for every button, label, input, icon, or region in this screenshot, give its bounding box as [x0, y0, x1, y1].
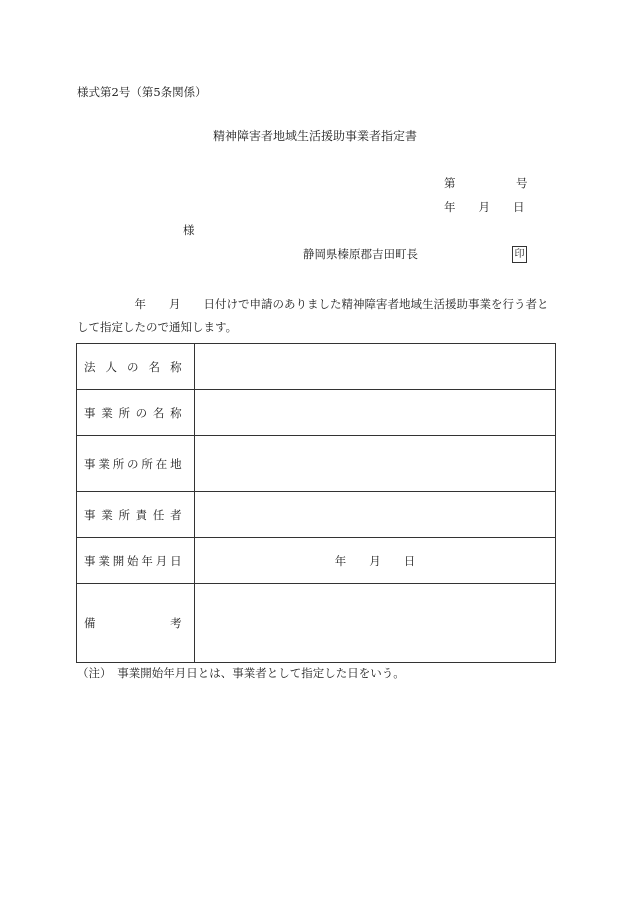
- row-label-start-date: [77, 538, 195, 584]
- row-label-office-name: [77, 390, 195, 436]
- label-char: 業: [98, 553, 111, 568]
- issuer-name: 静岡県榛原郡吉田町長: [303, 247, 418, 261]
- label-char: 所: [118, 507, 131, 522]
- label-char: 事: [84, 405, 96, 420]
- footnote: （注） 事業開始年月日とは、事業者として指定した日をいう。: [77, 666, 405, 680]
- row-label-remarks: [77, 584, 195, 663]
- remarks-value: [195, 584, 556, 663]
- label-char: 備: [84, 616, 96, 630]
- label-char: 所: [118, 405, 131, 420]
- label-char: 事: [84, 553, 96, 568]
- label-char: 名: [148, 359, 161, 374]
- label-char: 称: [170, 405, 182, 420]
- label-char: 開: [112, 553, 125, 568]
- label-char: 名: [152, 405, 165, 420]
- table-row: [77, 344, 556, 390]
- label-char: 所: [112, 456, 125, 471]
- label-char: 任: [152, 507, 165, 522]
- label-char: 始: [127, 553, 139, 568]
- label-char: 責: [135, 507, 148, 522]
- office-address-value: [195, 436, 556, 492]
- row-label-office-address: [77, 436, 195, 492]
- label-char: 所: [141, 456, 154, 471]
- label-char: 業: [101, 507, 114, 522]
- reference-dai: 第: [444, 176, 456, 190]
- label-char: 業: [101, 405, 114, 420]
- table-row: [77, 390, 556, 436]
- table-row: [77, 584, 556, 663]
- table-row: [77, 538, 556, 584]
- label-char: 在: [155, 456, 168, 471]
- body-paragraph: 年 月 日付けで申請のありました精神障害者地域生活援助事業を行う者として指定したので通知します。: [77, 297, 549, 334]
- seal-mark: 印: [512, 246, 527, 263]
- label-char: 事: [84, 507, 96, 522]
- form-number: 様式第2号（第5条関係）: [77, 85, 207, 99]
- label-char: 日: [170, 553, 182, 568]
- office-manager-value: [195, 492, 556, 538]
- corporation-name-value: [195, 344, 556, 390]
- row-label-corporation-name: [77, 344, 195, 390]
- designation-table: [76, 343, 556, 663]
- label-char: の: [135, 405, 148, 420]
- label-char: の: [127, 456, 139, 471]
- label-char: 年: [141, 553, 154, 568]
- addressee-suffix: 様: [183, 223, 195, 237]
- label-char: の: [127, 359, 139, 374]
- document-title: 精神障害者地域生活援助事業者指定書: [213, 129, 418, 143]
- label-char: 法: [84, 359, 96, 374]
- label-char: 月: [155, 553, 168, 568]
- label-char: 事: [84, 456, 96, 471]
- label-char: 業: [98, 456, 111, 471]
- label-char: 称: [170, 359, 182, 374]
- row-label-office-manager: [77, 492, 195, 538]
- reference-go: 号: [516, 176, 528, 190]
- issue-date: 年 月 日: [444, 200, 525, 214]
- label-char: 者: [170, 507, 182, 522]
- label-char: 人: [105, 359, 118, 374]
- table-row: [77, 492, 556, 538]
- label-char: 考: [170, 616, 182, 630]
- office-name-value: [195, 390, 556, 436]
- start-date-value: 年 月 日: [195, 538, 556, 584]
- table-row: [77, 436, 556, 492]
- label-char: 地: [170, 456, 182, 471]
